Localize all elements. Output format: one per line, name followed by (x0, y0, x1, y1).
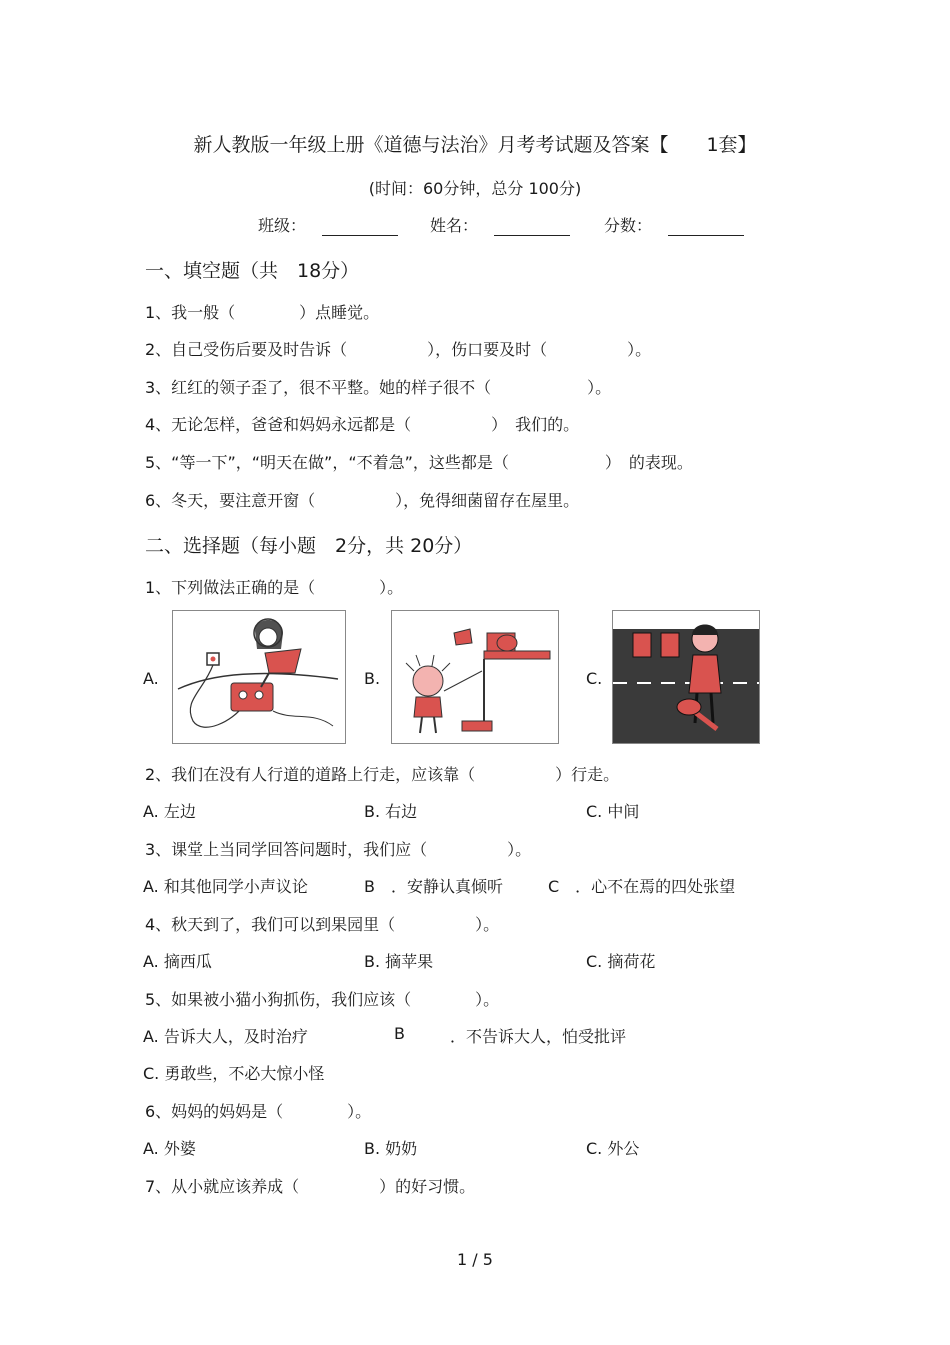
choice-question-4: 4、秋天到了，我们可以到果园里（ ）。 (145, 915, 500, 934)
q3-option-a: A. 和其他同学小声议论 (143, 877, 308, 896)
choice-question-7: 7、从小就应该养成（ ）的好习惯。 (145, 1177, 476, 1196)
page-number: 1 / 5 (457, 1250, 493, 1269)
q6-option-b: B. 奶奶 (364, 1139, 418, 1158)
score-label: 分数： (604, 216, 653, 235)
score-blank (668, 217, 744, 236)
fill-question-1: 1、我一般（ ）点睡觉。 (145, 303, 380, 322)
q2-option-a: A. 左边 (143, 802, 196, 821)
option-a-label: A. (143, 669, 159, 688)
page-title: 新人教版一年级上册《道德与法治》月考考试题及答案【 1套】 (193, 134, 757, 156)
choice-question-5: 5、如果被小猫小狗抓伤，我们应该（ ）。 (145, 990, 500, 1009)
name-label: 姓名： (430, 216, 479, 235)
class-label: 班级： (258, 216, 307, 235)
fill-question-4: 4、无论怎样，爸爸和妈妈永远都是（ ） 我们的。 (145, 415, 580, 434)
score-field (604, 213, 744, 236)
option-b-label: B. (364, 669, 381, 688)
q6-option-a: A. 外婆 (143, 1139, 196, 1158)
q4-option-a: A. 摘西瓜 (143, 952, 212, 971)
q5-option-a: A. 告诉大人，及时治疗 (143, 1027, 308, 1046)
fill-question-5: 5、“等一下”，“明天在做”，“不着急”，这些都是（ ） 的表现。 (145, 453, 693, 472)
exam-info: (时间：60分钟，总分 100分) (368, 179, 582, 198)
class-blank (322, 217, 398, 236)
choice-question-2: 2、我们在没有人行道的道路上行走，应该靠（ ）行走。 (145, 765, 620, 784)
section2-heading: 二、选择题（每小题 2分，共 20分） (145, 535, 473, 557)
q5-option-b-letter: B (394, 1024, 405, 1043)
choice-question-1: 1、下列做法正确的是（ ）。 (145, 578, 404, 597)
q3-option-c: C ．心不在焉的四处张望 (548, 877, 736, 896)
option-c-label: C. (586, 669, 603, 688)
q2-option-c: C. 中间 (586, 802, 640, 821)
choice-question-6: 6、妈妈的妈妈是（ ）。 (145, 1102, 372, 1121)
section1-heading: 一、填空题（共 18分） (145, 260, 360, 282)
name-blank (494, 217, 570, 236)
q2-option-b: B. 右边 (364, 802, 418, 821)
class-field (258, 213, 398, 236)
fill-question-2: 2、自己受伤后要及时告诉（ ），伤口要及时（ ）。 (145, 340, 652, 359)
choice-question-3: 3、课堂上当同学回答问题时，我们应（ ）。 (145, 840, 532, 859)
q6-option-c: C. 外公 (586, 1139, 640, 1158)
name-field (430, 213, 570, 236)
q5-option-c: C. 勇敢些，不必大惊小怪 (143, 1064, 325, 1083)
q4-option-c: C. 摘荷花 (586, 952, 656, 971)
fill-question-6: 6、冬天，要注意开窗（ ），免得细菌留存在屋里。 (145, 491, 580, 510)
option-a-image (172, 610, 346, 744)
q3-option-b: B ．安静认真倾听 (364, 877, 503, 896)
q5-option-b: ．不告诉大人，怕受批评 (450, 1027, 627, 1046)
fill-question-3: 3、红红的领子歪了，很不平整。她的样子很不（ ）。 (145, 378, 612, 397)
option-c-image (612, 610, 760, 744)
q4-option-b: B. 摘苹果 (364, 952, 434, 971)
option-b-image (391, 610, 559, 744)
